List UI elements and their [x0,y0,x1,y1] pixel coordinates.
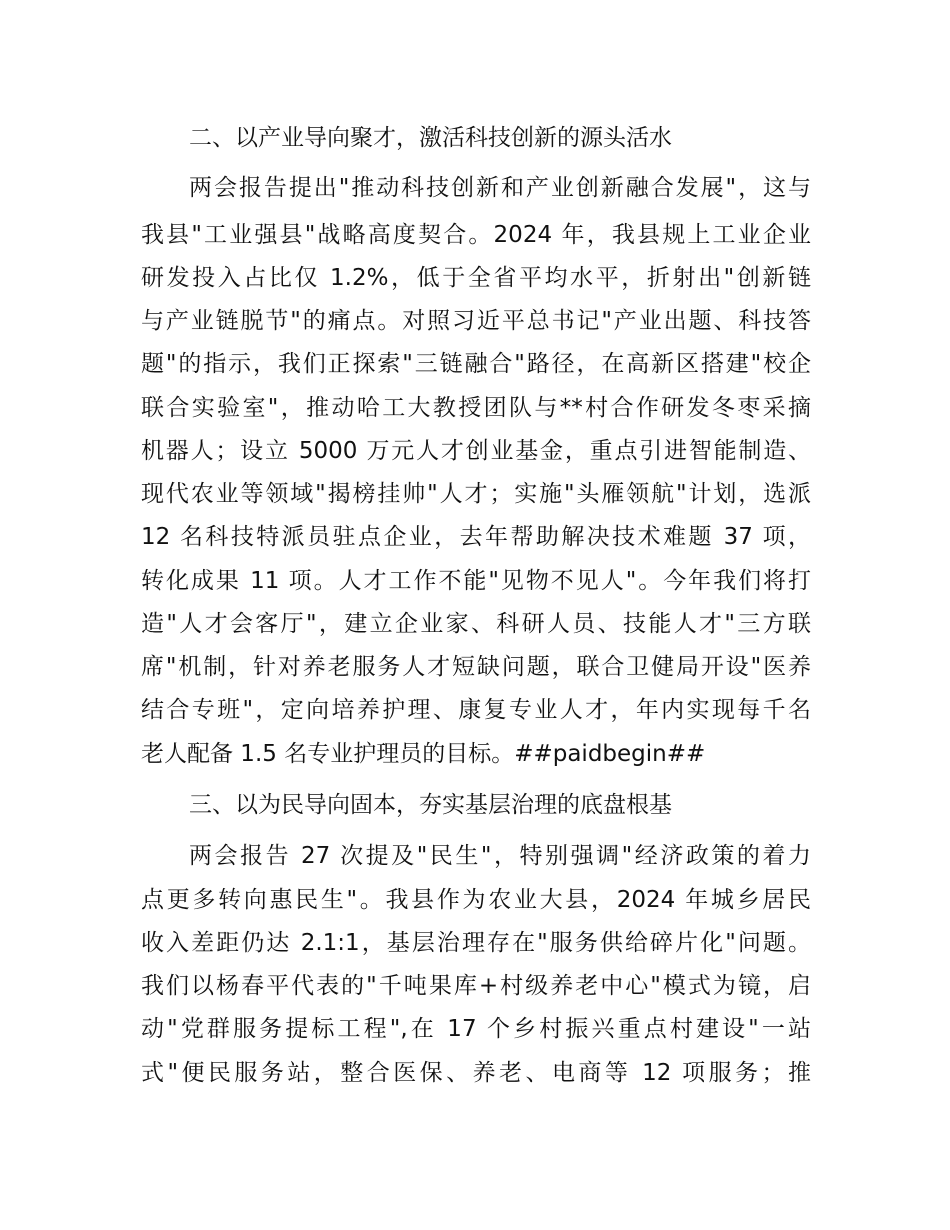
paragraph-line: 造"人才会客厅"，建立企业家、科研人员、技能人才"三方联 [141,611,811,637]
section-heading: 二、以产业导向聚才，激活科技创新的源头活水 [189,125,672,151]
paragraph-line: 12 名科技特派员驻点企业，去年帮助解决技术难题 37 项， [141,524,811,550]
paragraph-line: 与产业链脱节"的痛点。对照习近平总书记"产业出题、科技答 [141,308,811,334]
paragraph-line: 联合实验室"，推动哈工大教授团队与**村合作研发冬枣采摘 [141,395,811,421]
paragraph-line: 收入差距仍达 2.1:1，基层治理存在"服务供给碎片化"问题。 [141,930,811,956]
paragraph-line: 研发投入占比仅 1.2%，低于全省平均水平，折射出"创新链 [141,265,811,291]
paragraph-line: 我县"工业强县"战略高度契合。2024 年，我县规上工业企业 [141,222,811,248]
paragraph-line: 席"机制，针对养老服务人才短缺问题，联合卫健局开设"医养 [141,654,811,680]
paragraph-line: 题"的指示，我们正探索"三链融合"路径，在高新区搭建"校企 [141,351,811,377]
paragraph-line: 结合专班"，定向培养护理、康复专业人才，年内实现每千名 [141,697,811,723]
paragraph-line: 动"党群服务提标工程",在 17 个乡村振兴重点村建设"一站 [141,1016,811,1042]
paragraph-line: 我们以杨春平代表的"千吨果库+村级养老中心"模式为镜，启 [141,973,811,999]
paragraph-line: 现代农业等领域"揭榜挂帅"人才；实施"头雁领航"计划，选派 [141,481,811,507]
paragraph-line: 点更多转向惠民生"。我县作为农业大县，2024 年城乡居民 [141,887,811,913]
paragraph-line: 两会报告提出"推动科技创新和产业创新融合发展"，这与 [189,175,811,201]
paragraph-line: 式"便民服务站，整合医保、养老、电商等 12 项服务；推 [141,1060,811,1086]
paragraph-line: 两会报告 27 次提及"民生"，特别强调"经济政策的着力 [189,843,811,869]
paragraph-line: 转化成果 11 项。人才工作不能"见物不见人"。今年我们将打 [141,568,811,594]
paragraph-line: 机器人；设立 5000 万元人才创业基金，重点引进智能制造、 [141,438,811,464]
paragraph-line-last: 老人配备 1.5 名专业护理员的目标。##paidbegin## [141,741,706,767]
section-heading: 三、以为民导向固本，夯实基层治理的底盘根基 [189,792,672,818]
